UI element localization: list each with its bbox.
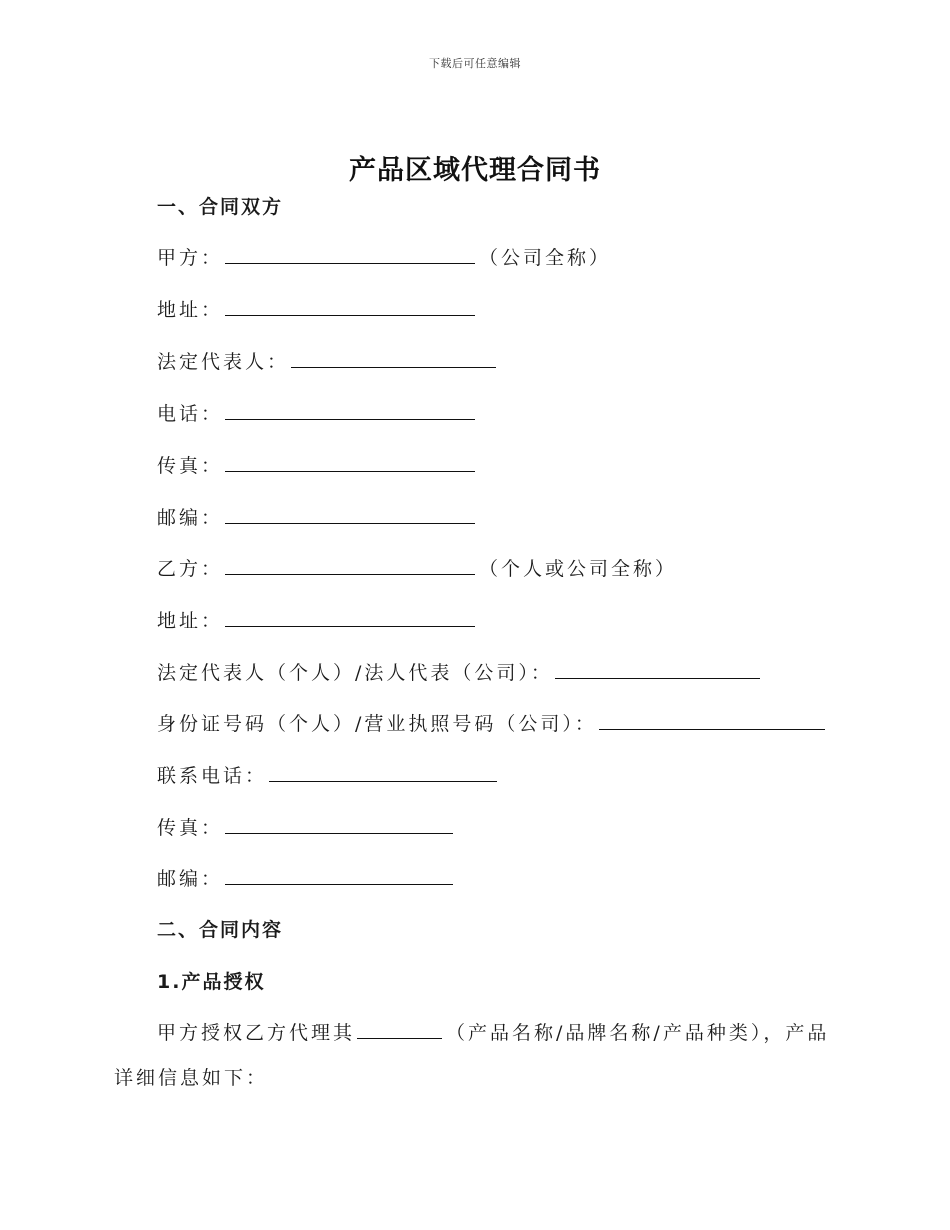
party-b-contact-phone-row	[157, 763, 501, 789]
section-heading-contents: 二、合同内容	[157, 919, 284, 941]
section-heading-parties: 一、合同双方	[157, 196, 284, 218]
party-a-name-field[interactable]	[225, 245, 475, 264]
party-b-id-row	[157, 711, 829, 737]
party-b-rep-field[interactable]	[555, 660, 760, 679]
party-a-postcode-row	[157, 505, 479, 531]
paragraph-line-1	[157, 1020, 829, 1046]
party-a-fax-row	[157, 453, 479, 479]
party-a-address-row	[157, 297, 479, 323]
party-a-address-label: 地址：	[157, 299, 224, 321]
party-b-postcode-row	[157, 866, 457, 892]
party-b-fax-label: 传真：	[157, 817, 224, 839]
party-b-id-field[interactable]	[599, 711, 825, 730]
party-a-legal-rep-label: 法定代表人：	[157, 351, 290, 373]
party-a-fax-label: 传真：	[157, 455, 224, 477]
party-b-postcode-field[interactable]	[225, 866, 453, 885]
document-title: 产品区域代理合同书	[349, 155, 601, 186]
party-a-name-row	[157, 245, 611, 271]
product-name-field[interactable]	[357, 1020, 442, 1039]
party-b-rep-row	[157, 660, 764, 686]
party-b-fax-field[interactable]	[225, 815, 453, 834]
party-a-name-label: 甲方：	[157, 247, 224, 269]
party-a-phone-row	[157, 401, 479, 427]
party-a-name-suffix: （公司全称）	[479, 247, 612, 269]
party-b-fax-row	[157, 815, 457, 841]
party-b-contact-phone-field[interactable]	[269, 763, 497, 782]
party-a-legal-rep-row	[157, 349, 500, 375]
page-header-note: 下载后可任意编辑	[429, 57, 521, 70]
party-b-postcode-label: 邮编：	[157, 868, 224, 890]
party-a-postcode-label: 邮编：	[157, 507, 224, 529]
party-a-legal-rep-field[interactable]	[291, 349, 496, 368]
party-b-address-label: 地址：	[157, 610, 224, 632]
party-b-name-field[interactable]	[225, 556, 475, 575]
party-b-rep-label: 法定代表人（个人）/法人代表（公司）：	[157, 662, 553, 684]
subheading-product-authorization: 1.产品授权	[157, 971, 266, 993]
party-a-postcode-field[interactable]	[225, 505, 475, 524]
party-b-address-field[interactable]	[225, 608, 475, 627]
party-b-name-row	[157, 556, 677, 582]
party-b-address-row	[157, 608, 479, 634]
paragraph-mid-text: （产品名称/品牌名称/产品种类），产品	[446, 1022, 830, 1044]
party-a-phone-label: 电话：	[157, 403, 224, 425]
party-a-fax-field[interactable]	[225, 453, 475, 472]
party-a-phone-field[interactable]	[225, 401, 475, 420]
party-b-contact-phone-label: 联系电话：	[157, 765, 268, 787]
paragraph-end-text: 详细信息如下：	[114, 1067, 269, 1089]
paragraph-start-text: 甲方授权乙方代理其	[157, 1022, 356, 1044]
party-b-name-label: 乙方：	[157, 558, 224, 580]
party-a-address-field[interactable]	[225, 297, 475, 316]
party-b-name-suffix: （个人或公司全称）	[479, 558, 678, 580]
party-b-id-label: 身份证号码（个人）/营业执照号码（公司）：	[157, 713, 597, 735]
paragraph-line-2	[114, 1065, 268, 1091]
